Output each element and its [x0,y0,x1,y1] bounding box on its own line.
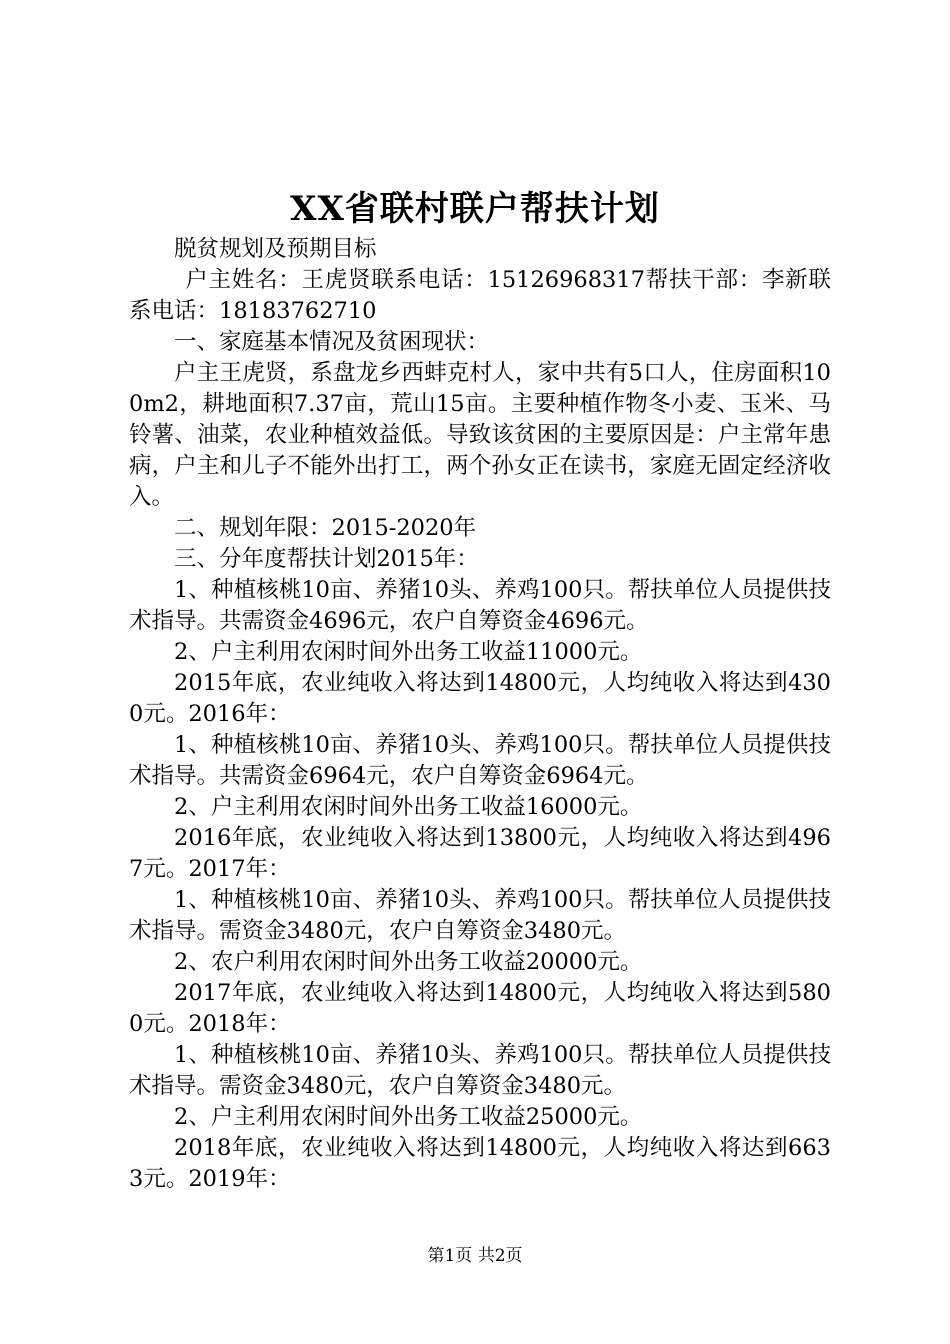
paragraph-section-heading: 三、分年度帮扶计划2015年： [174,546,479,572]
paragraph-subtitle: 脱贫规划及预期目标 [174,236,377,262]
paragraph-year-summary: 2015年底，农业纯收入将达到14800元，人均纯收入将达到4300元。2016年： [129,670,831,727]
paragraph-year-summary: 2017年底，农业纯收入将达到14800元，人均纯收入将达到5800元。2018年： [129,980,831,1037]
document-body [129,234,831,1195]
paragraph-year-summary: 2016年底，农业纯收入将达到13800元，人均纯收入将达到4967元。2017年： [129,825,831,882]
paragraph-plan-item: 1、种植核桃10亩、养猪10头、养鸡100只。帮扶单位人员提供技术指导。需资金3480元，农户自筹资金3480元。 [129,887,831,944]
paragraph-plan-item: 2、户主利用农闲时间外出务工收益11000元。 [174,639,643,665]
paragraph-plan-item: 1、种植核桃10亩、养猪10头、养鸡100只。帮扶单位人员提供技术指导。共需资金4696元，农户自筹资金4696元。 [129,577,831,634]
paragraph-year-summary: 2018年底，农业纯收入将达到14800元，人均纯收入将达到6633元。2019年： [129,1135,831,1192]
paragraph-plan-item: 2、户主利用农闲时间外出务工收益25000元。 [174,1104,643,1130]
paragraph-plan-item: 2、户主利用农闲时间外出务工收益16000元。 [174,794,643,820]
document-title: XX省联村联户帮扶计划 [290,189,660,229]
paragraph-contact: 户主姓名：王虎贤联系电话：15126968317帮扶干部：李新联系电话：18183762710 [129,267,831,324]
paragraph-plan-item: 1、种植核桃10亩、养猪10头、养鸡100只。帮扶单位人员提供技术指导。共需资金6964元，农户自筹资金6964元。 [129,732,831,789]
paragraph-plan-item: 1、种植核桃10亩、养猪10头、养鸡100只。帮扶单位人员提供技术指导。需资金3480元，农户自筹资金3480元。 [129,1042,831,1099]
paragraph-section-heading: 二、规划年限：2015-2020年 [174,515,477,541]
page-number-footer: 第1页 共2页 [427,1246,523,1266]
paragraph-section-heading: 一、家庭基本情况及贫困现状： [174,329,490,355]
paragraph-household: 户主王虎贤，系盘龙乡西蚌克村人，家中共有5口人，住房面积100m2，耕地面积7.37亩，荒山15亩。主要种植作物冬小麦、玉米、马铃薯、油菜，农业种植效益低。导致该贫困的主要原因是：户主常年患病，户主和儿子不能外出打工，两个孙女正在读书，家庭无固定经济收入。 [129,360,831,510]
paragraph-plan-item: 2、农户利用农闲时间外出务工收益20000元。 [174,949,643,975]
